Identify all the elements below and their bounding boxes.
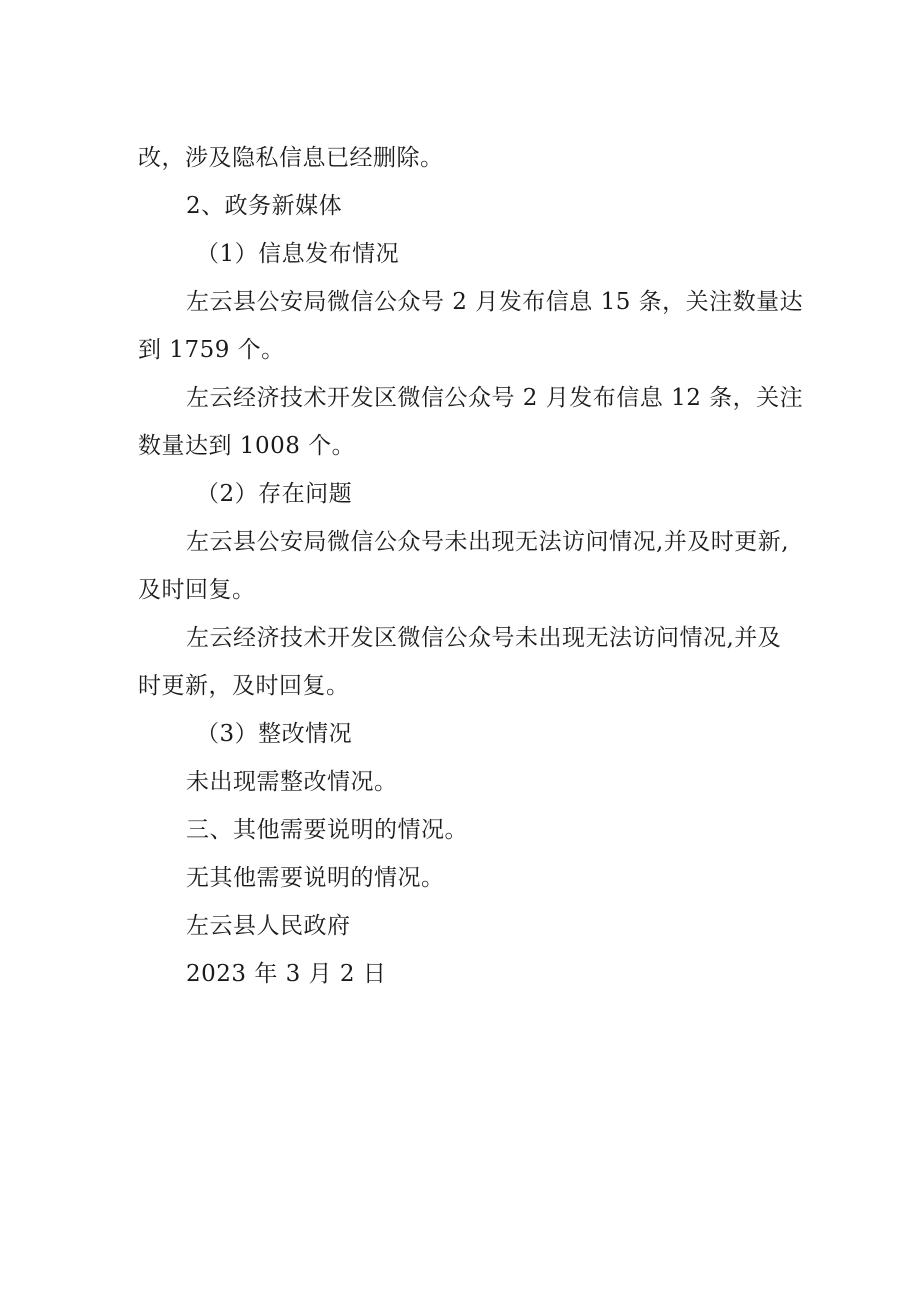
section-heading: 2、政务新媒体 xyxy=(186,193,343,219)
paragraph-line: 左云经济技术开发区微信公众号未出现无法访问情况,并及 xyxy=(186,625,782,651)
paragraph-line: 无其他需要说明的情况。 xyxy=(186,865,445,891)
signature-date: 2023 年 3 月 2 日 xyxy=(186,961,387,987)
subsection-heading: （2）存在问题 xyxy=(196,481,353,507)
paragraph-line: 到 1759 个。 xyxy=(138,337,285,363)
paragraph-line: 及时回复。 xyxy=(138,577,256,603)
signature-organization: 左云县人民政府 xyxy=(186,913,351,939)
paragraph-line: 数量达到 1008 个。 xyxy=(138,433,356,459)
paragraph-line: 左云经济技术开发区微信公众号 2 月发布信息 12 条，关注 xyxy=(186,385,804,411)
subsection-heading: （3）整改情况 xyxy=(196,721,353,747)
paragraph-line: 左云县公安局微信公众号未出现无法访问情况,并及时更新, xyxy=(186,529,790,555)
section-heading: 三、其他需要说明的情况。 xyxy=(186,817,468,843)
paragraph-line: 时更新，及时回复。 xyxy=(138,673,350,699)
paragraph-line: 未出现需整改情况。 xyxy=(186,769,398,795)
paragraph-line: 改，涉及隐私信息已经删除。 xyxy=(138,145,444,171)
paragraph-line: 左云县公安局微信公众号 2 月发布信息 15 条，关注数量达 xyxy=(186,289,804,315)
subsection-heading: （1）信息发布情况 xyxy=(196,241,400,267)
